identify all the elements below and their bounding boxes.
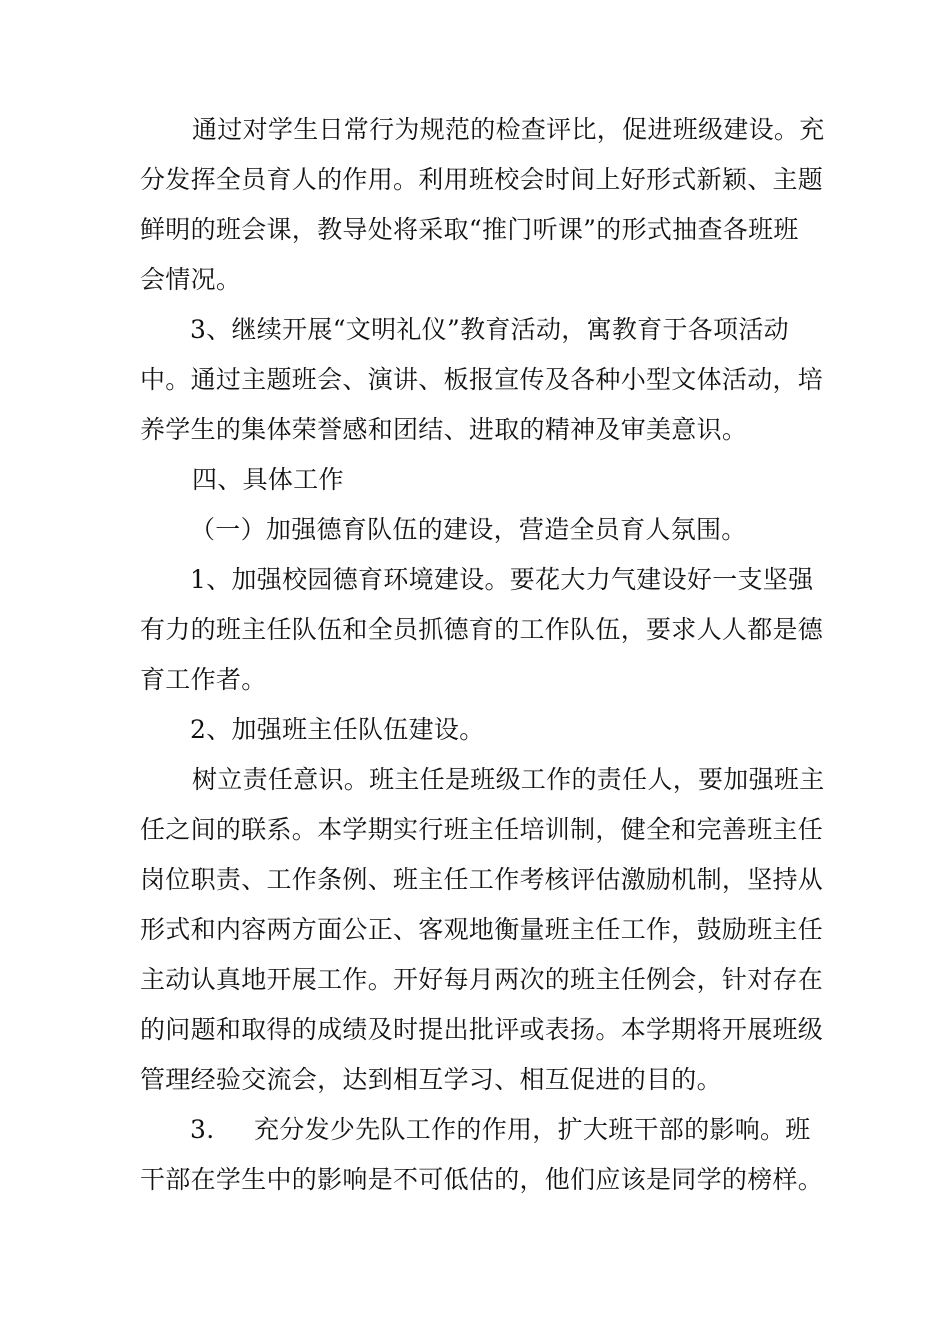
paragraph-line: 有力的班主任队伍和全员抓德育的工作队伍，要求人人都是德 [140, 615, 824, 644]
paragraph-line: 2、加强班主任队伍建设。 [190, 715, 485, 744]
list-number: 3. [190, 1115, 215, 1144]
section-heading: 四、具体工作 [192, 465, 344, 494]
paragraph-line: 育工作者。 [140, 665, 267, 694]
paragraph-line: 3、继续开展“文明礼仪”教育活动，寓教育于各项活动 [190, 315, 789, 344]
paragraph-line: 养学生的集体荣誉感和团结、进取的精神及审美意识。 [140, 415, 748, 444]
paragraph-line: 管理经验交流会，达到相互学习、相互促进的目的。 [140, 1065, 722, 1094]
paragraph-line: 鲜明的班会课，教导处将采取“推门听课”的形式抽查各班班 [140, 215, 799, 244]
subsection-heading: （一）加强德育队伍的建设，营造全员育人氛围。 [190, 515, 747, 544]
paragraph-line: 的问题和取得的成绩及时提出批评或表扬。本学期将开展班级 [140, 1015, 824, 1044]
paragraph-line: 任之间的联系。本学期实行班主任培训制，健全和完善班主任 [140, 815, 824, 844]
paragraph-line: 1、加强校园德育环境建设。要花大力气建设好一支坚强 [190, 565, 814, 594]
paragraph-line: 分发挥全员育人的作用。利用班校会时间上好形式新颖、主题 [140, 165, 824, 194]
paragraph-line: 会情况。 [140, 265, 242, 294]
paragraph-line: 树立责任意识。班主任是班级工作的责任人，要加强班主 [192, 765, 825, 794]
paragraph-line: 充分发少先队工作的作用，扩大班干部的影响。班 [254, 1115, 811, 1144]
paragraph-line: 岗位职责、工作条例、班主任工作考核评估激励机制，坚持从 [140, 865, 824, 894]
paragraph-line: 中。通过主题班会、演讲、板报宣传及各种小型文体活动，培 [140, 365, 824, 394]
paragraph-line: 主动认真地开展工作。开好每月两次的班主任例会，针对存在 [140, 965, 824, 994]
paragraph-line: 干部在学生中的影响是不可低估的，他们应该是同学的榜样。 [140, 1165, 824, 1194]
paragraph-line: 形式和内容两方面公正、客观地衡量班主任工作，鼓励班主任 [140, 915, 824, 944]
paragraph-line: 通过对学生日常行为规范的检查评比，促进班级建设。充 [192, 115, 825, 144]
